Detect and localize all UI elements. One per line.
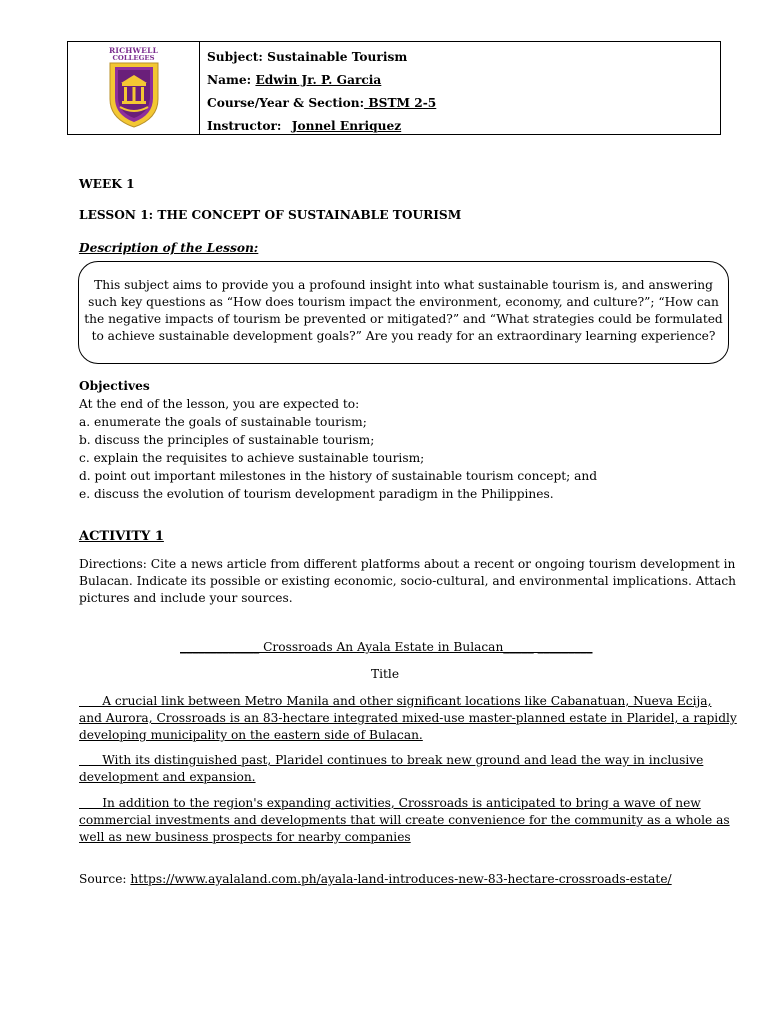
- objective-item: e. discuss the evolution of tourism development paradigm in the Philippines.: [79, 487, 554, 501]
- description-line: to achieve sustainable development goals?” Are you ready for an extraordinary learning experience?: [91, 329, 716, 343]
- paragraph-line: In addition to the region's expanding activities, Crossroads is anticipated to bring a wave of new: [79, 796, 701, 810]
- instructor-value: Jonnel Enriquez: [291, 119, 402, 133]
- school-logo: [103, 46, 165, 130]
- logo-text-line1: RICHWELL: [108, 46, 159, 55]
- paragraph-line: A crucial link between Metro Manila and other significant locations like Cabanatuan, Nueva Ecija,: [79, 694, 712, 708]
- directions-line: Directions: Cite a news article from different platforms about a recent or ongoing tourism development in: [79, 557, 736, 571]
- article-title: _____________ Crossroads An Ayala Estate in Bulacan_____ _________: [180, 640, 593, 654]
- crest-icon: [106, 61, 162, 129]
- objectives-heading: Objectives: [79, 379, 150, 393]
- activity-heading: ACTIVITY 1: [79, 529, 164, 544]
- source-line: [79, 871, 672, 888]
- paragraph-line: well as new business prospects for nearby companies: [79, 830, 411, 844]
- paragraph-line: development and expansion.: [79, 770, 256, 784]
- directions-line: Bulacan. Indicate its possible or existing economic, socio-cultural, and environmental implications. Attach: [79, 574, 737, 588]
- objective-item: c. explain the requisites to achieve sustainable tourism;: [79, 451, 425, 465]
- description-line: such key questions as “How does tourism impact the environment, economy, and culture?”; “How can: [88, 295, 719, 309]
- header-info: [200, 42, 720, 134]
- source-label: Source:: [79, 872, 131, 886]
- objective-item: a. enumerate the goals of sustainable tourism;: [79, 415, 367, 429]
- instructor-line: [207, 115, 720, 138]
- source-link[interactable]: https://www.ayalaland.com.ph/ayala-land-introduces-new-83-hectare-crossroads-estate/: [130, 872, 672, 886]
- description-line: the negative impacts of tourism be prevented or mitigated?” and “What strategies could be formulated: [84, 312, 723, 326]
- week-label: WEEK 1: [79, 177, 135, 191]
- subject-line: [207, 46, 720, 69]
- description-line: This subject aims to provide you a profound insight into what sustainable tourism is, and answering: [94, 278, 713, 292]
- paragraph-line: commercial investments and developments that will create convenience for the community as a whole as: [79, 813, 730, 827]
- lesson-title: LESSON 1: THE CONCEPT OF SUSTAINABLE TOURISM: [79, 208, 462, 222]
- name-label: Name:: [207, 73, 252, 87]
- subject-label: Subject:: [207, 50, 263, 64]
- logo-text-line2: COLLEGES: [112, 54, 155, 62]
- objective-item: b. discuss the principles of sustainable tourism;: [79, 433, 375, 447]
- course-value: BSTM 2-5: [364, 96, 437, 110]
- course-label: Course/Year & Section:: [207, 96, 365, 110]
- paragraph-line: and Aurora, Crossroads is an 83-hectare integrated mixed-use master-planned estate in Plaridel, a rapidly: [79, 711, 737, 725]
- name-value: Edwin Jr. P. Garcia: [255, 73, 382, 87]
- paragraph-line: developing municipality on the eastern side of Bulacan.: [79, 728, 423, 742]
- objective-item: d. point out important milestones in the history of sustainable tourism concept; and: [79, 469, 598, 483]
- description-text: [78, 277, 729, 345]
- course-line: [207, 92, 720, 115]
- objectives-intro: At the end of the lesson, you are expected to:: [79, 397, 360, 411]
- instructor-label: Instructor:: [207, 119, 282, 133]
- title-caption: Title: [371, 667, 400, 681]
- name-line: [207, 69, 720, 92]
- logo-cell: [68, 42, 200, 134]
- paragraph-line: With its distinguished past, Plaridel continues to break new ground and lead the way in inclusive: [79, 753, 704, 767]
- subject-value: Sustainable Tourism: [267, 50, 408, 64]
- description-heading: Description of the Lesson:: [79, 241, 259, 255]
- header-table: [67, 41, 721, 135]
- directions-line: pictures and include your sources.: [79, 591, 293, 605]
